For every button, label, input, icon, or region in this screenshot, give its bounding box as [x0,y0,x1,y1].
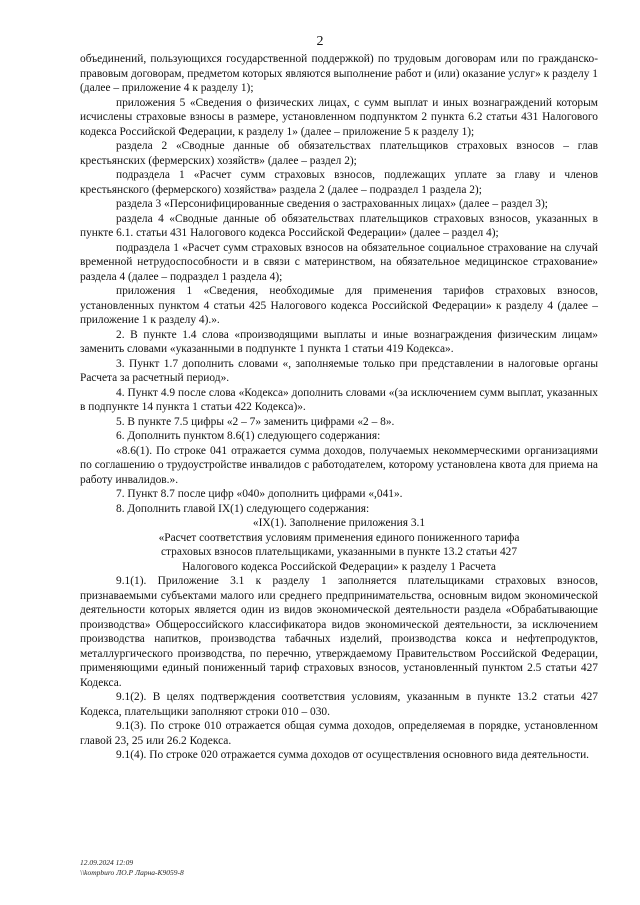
paragraph: подраздела 1 «Расчет сумм страховых взносов на обязательное социальное страхование на случай временной нетрудоспособности и в связи с материнством, на обязательное медицинское страхование» раздела 4 (далее – подраздел 1 раздела 4); [80,241,598,283]
paragraph: 5. В пункте 7.5 цифры «2 – 7» заменить цифрами «2 – 8». [116,415,395,428]
chapter-heading: «IX(1). Заполнение приложения 3.1 [252,517,426,529]
chapter-heading: Налогового кодекса Российской Федерации» к разделу 1 Расчета [182,560,496,573]
footer-file-path: \\kompburo ЛО.Р Ларна-К9059-8 [80,868,184,877]
chapter-heading: «Расчет соответствия условиям применения единого пониженного тарифа [158,531,520,544]
paragraph: раздела 3 «Персонифицированные сведения о застрахованных лицах» (далее – раздел 3); [116,198,548,210]
paragraph: 6. Дополнить пунктом 8.6(1) следующего содержания: [116,430,381,442]
paragraph: 8. Дополнить главой IX(1) следующего содержания: [116,502,370,515]
paragraph: объединений, пользующихся государственной поддержкой) по трудовым договорам или по гражданско-правовым договорам, предметом которых являются выполнение работ и (или) оказание услуг» к разделу 1 (далее – приложение 4 к разделу 1); [80,53,598,94]
paragraph: приложения 5 «Сведения о физических лицах, с сумм выплат и иных вознаграждений которым исчислены страховые взносы в размере, установленном подпунктом 2 пункта 6.2 статьи 431 Налогового кодекса Российской Федерации, к разделу 1» (далее – приложение 5 к разделу 1); [80,96,598,138]
paragraph: 9.1(3). По строке 010 отражается общая сумма доходов, определяемая в порядке, установленном главой 23, 25 или 26.2 Кодекса. [80,720,598,747]
footer [80,858,184,878]
document-body [80,52,598,763]
footer-date: 12.09.2024 12:09 [80,858,134,867]
page-number: 2 [316,34,324,49]
chapter-heading: страховых взносов плательщиками, указанными в пункте 13.2 статьи 427 [160,546,518,558]
paragraph: 7. Пункт 8.7 после цифр «040» дополнить цифрами «,041». [116,488,403,500]
paragraph: раздела 4 «Сводные данные об обязательствах плательщиков страховых взносов, указанных в пункте 6.1. статьи 431 Налогового кодекса Российской Федерации» (далее – раздел 4); [80,212,598,239]
paragraph: 4. Пункт 4.9 после слова «Кодекса» дополнить словами «(за исключением сумм выплат, указанных в подпункте 14 пункта 1 статьи 422 Кодекса)». [80,386,598,413]
paragraph: 9.1(1). Приложение 3.1 к разделу 1 заполняется плательщиками страховых взносов, признаваемыми субъектами малого или среднего предпринимательства, основным видом экономической деятельности которых является один из видов экономической деятельности раздела «Обрабатывающие производства» Общероссийского классификатора видов экономической деятельности, за исключением производства напитков, производства табачных изделий, производства кокса и нефтепродуктов, металлургического производства, по перечню, утверждаемому Правительством Российской Федерации, применяющими единый пониженный тариф страховых взносов, установленный пунктом 2.5 статьи 427 Кодекса. [80,575,598,689]
paragraph: 9.1(4). По строке 020 отражается сумма доходов от осуществления основного вида деятельности. [116,749,590,761]
paragraph: 2. В пункте 1.4 слова «производящими выплаты и иные вознаграждения физическим лицам» заменить словами «указанными в подпункте 1 пункта 1 статьи 419 Кодекса». [80,328,598,355]
paragraph: приложения 1 «Сведения, необходимые для применения тарифов страховых взносов, установленных пунктом 4 статьи 425 Налогового кодекса Российской Федерации» к разделу 4 (далее – приложение 1 к разделу 4).». [80,285,598,326]
paragraph: раздела 2 «Сводные данные об обязательствах плательщиков страховых взносов – глав крестьянских (фермерских) хозяйств» (далее – раздел 2); [80,140,598,167]
paragraph: «8.6(1). По строке 041 отражается сумма доходов, получаемых некоммерческими организациями по соглашению о трудоустройстве инвалидов с работодателем, которому установлена квота для приема на работу инвалидов.». [80,444,598,486]
paragraph: подраздела 1 «Расчет сумм страховых взносов, подлежащих уплате за главу и членов крестьянского (фермерского) хозяйства» раздела 2 (далее – подраздел 1 раздела 2); [80,169,598,196]
paragraph: 9.1(2). В целях подтверждения соответствия условиям, указанным в пункте 13.2 статьи 427 Кодекса, плательщики заполняют строки 010 – 030. [80,691,598,718]
paragraph: 3. Пункт 1.7 дополнить словами «, заполняемые только при представлении в налоговые органы Расчета за расчетный период». [80,357,598,384]
